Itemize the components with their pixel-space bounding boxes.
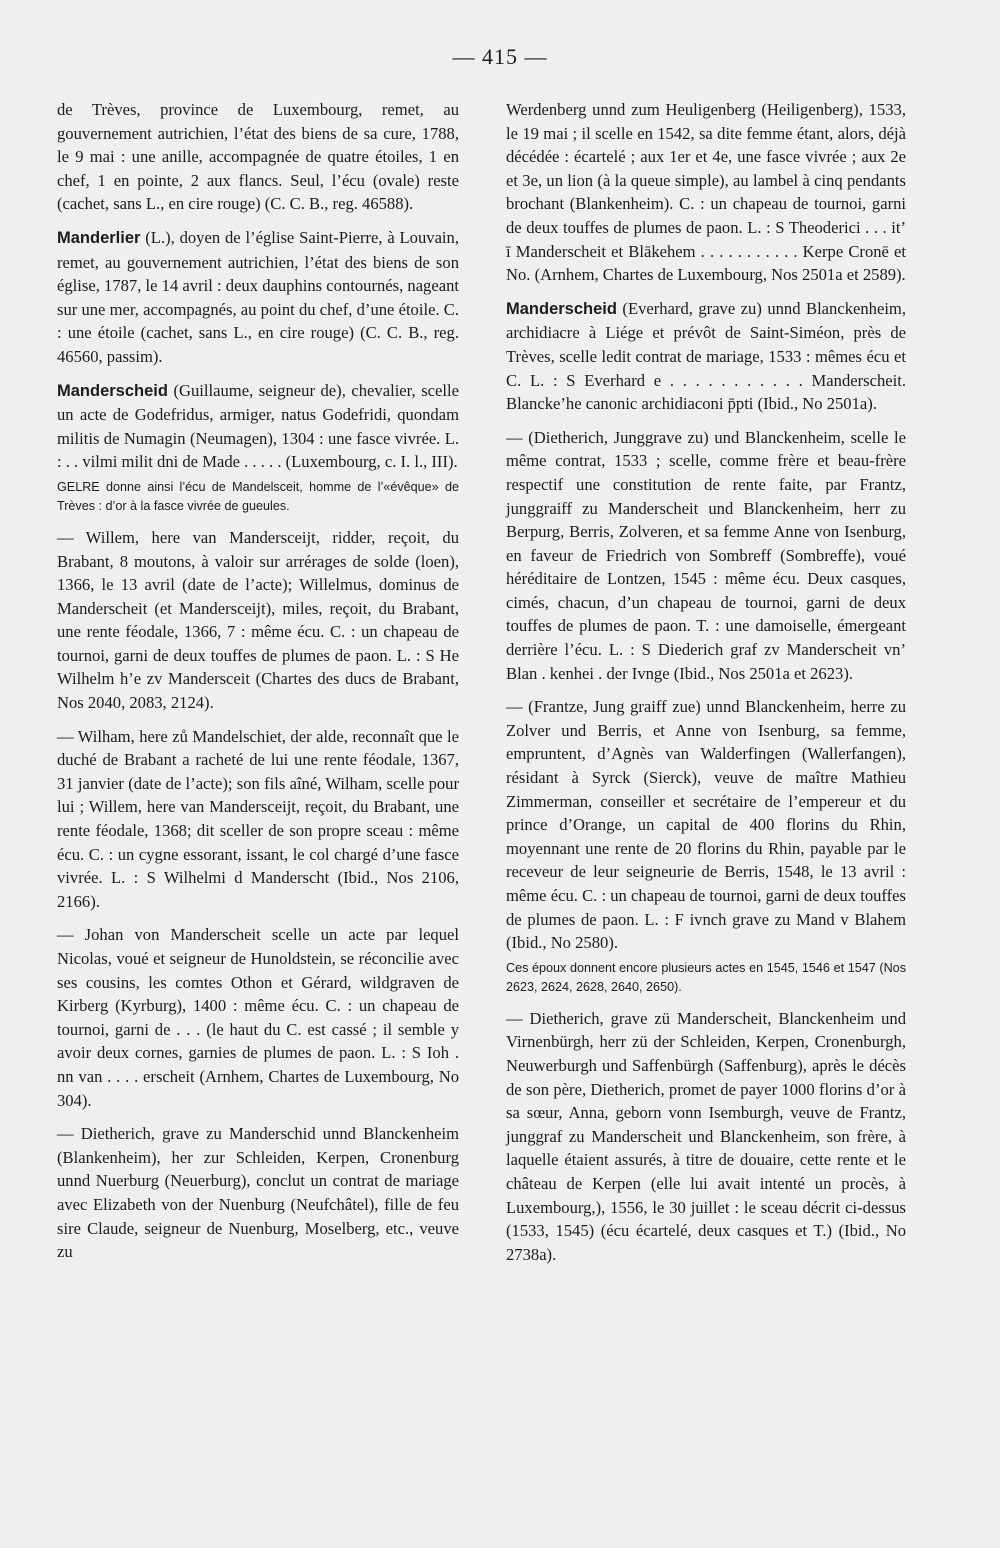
- entry-text: (L.), doyen de l’église Saint-Pierre, à Louvain, remet, au gouvernement autrichien, l’état des biens de son église, 1787, le 14 avril : deux dauphins contournés, nageant sur une mer, accompagnés, au point du chef, d’une étoile. C. : une étoile (cachet, sans L., en cire rouge) (C. C. B., reg. 46560, passim).: [57, 227, 459, 366]
- sub-entry: — Wilham, here zů Mandelschiet, der alde, reconnaît que le duché de Brabant a racheté de lui une rente féodale, 1367, 31 janvier (date de l’acte); son fils aîné, Wilham, scelle pour lui ; Willem, here van Mandersceijt, reçoit, du Brabant, une rente féodale, 1368; dit sceller de son propre sceau : même écu. C. : un cygne essorant, issant, le col chargé d’une fasce vivrée. L. : S Wilhelmi d Manderscht (Ibid., Nos 2106, 2166).: [57, 726, 459, 911]
- entry-headword: Manderlier: [57, 228, 141, 247]
- entry-text: (Everhard, grave zu) unnd Blanckenheim, archidiacre à Liége et prévôt de Saint-Siméon, près de Trèves, scelle ledit contrat de mariage, 1533 : mêmes écu et C. L. : S Everhard e . . . . . . . . . . . Manderscheit. Blancke’he canonic archidiaconi p̄pti (Ibid., No 2501a).: [506, 298, 906, 414]
- entry-paragraph: [57, 226, 459, 369]
- entry-headword: Manderscheid: [506, 299, 617, 318]
- footnote: Ces époux donnent encore plusieurs actes en 1545, 1546 et 1547 (Nos 2623, 2624, 2628, 2640, 2650).: [506, 960, 906, 994]
- paragraph: de Trèves, province de Luxembourg, remet, au gouvernement autrichien, l’état des biens de sa cure, 1788, le 9 mai : une anille, accompagnée de quatre étoiles, 1 en chef, 1 en pointe, 2 aux flancs. Seul, l’écu (ovale) reste (cachet, sans L., en cire rouge) (C. C. B., reg. 46588).: [57, 100, 459, 214]
- sub-entry: — Dietherich, grave zü Manderscheit, Blanckenheim und Virnenbürgh, herr zü der Schleiden, Kerpen, Cronenburgh, Neuwerburgh und Saffenbürgh (Saffenburg), après le décès de son père, Dietherich, promet de payer 1000 florins d’or à sa sœur, Anna, geborn vonn Isemburgh, veuve de Frantz, junggraf zu Manderscheit und Blanckenheim, son frère, à laquelle étaient assurés, à titre de douaire, cette rente et le château de Kerpen (elle lui avait intenté un procès, à Luxembourg,), 1556, le 30 juillet : le sceau décrit ci-dessus (1533, 1545) (écu écartelé, deux casques et T.) (Ibid., No 2738a).: [506, 1008, 906, 1264]
- footnote: GELRE donne ainsi l’écu de Mandelsceit, homme de l’«évêque» de Trèves : d’or à la fasce vivrée de gueules.: [57, 479, 459, 513]
- left-column: [57, 98, 459, 1264]
- entry-text: (Guillaume, seigneur de), chevalier, scelle un acte de Godefridus, armiger, natus Godefridi, quondam militis de Numagin (Neumagen), 1304 : une fasce vivrée. L. : . . vilmi milit dni de Made . . . . . (Luxembourg, c. I. l., III).: [57, 380, 459, 472]
- sub-entry: — (Dietherich, Junggrave zu) und Blanckenheim, scelle le même contrat, 1533 ; scelle, comme frère et beau-frère respectif une constitution de rente faite, par Frantz, junggraiff zu Manderscheit und Blanckenheim, herr zu Berpurg, Berris, Zolveren, et sa femme Anne von Isenburg, en faveur de Friedrich von Sombreff (Sombreffe), voué héréditaire de Lontzen, 1545 : même écu. Deux casques, cimés, chacun, d’un chapeau de tournoi, garni de deux touffes de plumes de paon. T. : une damoiselle, émergeant derrière l’écu. L. : S Diederich graf zv Manderscheit vn’ Blan . kenhei . der Ivnge (Ibid., Nos 2501a et 2623).: [506, 427, 906, 683]
- sub-entry: — Dietherich, grave zu Manderschid unnd Blanckenheim (Blankenheim), her zur Schleiden, Kerpen, Cronenburg unnd Nuerburg (Neuerburg), conclut un contrat de mariage avec Elizabeth von der Nuenburg (Neufchâtel), fille de feu sire Claude, seigneur de Nuenburg, Moselberg, etc., veuve zu: [57, 1124, 459, 1262]
- entry-paragraph: [57, 379, 459, 474]
- right-column: [506, 98, 906, 1266]
- entry-headword: Manderscheid: [57, 381, 168, 400]
- entry-paragraph: [506, 297, 906, 416]
- sub-entry: — Johan von Manderscheit scelle un acte par lequel Nicolas, voué et seigneur de Hunoldstein, se réconcilie avec ses cousins, les comtes Othon et Gérard, wildgraven de Kirberg (Kyrburg), 1400 : même écu. C. : un chapeau de tournoi, garni de . . . (le haut du C. est cassé ; il semble y avoir deux cornes, garnies de plumes de paon. L. : S Ioh . nn van . . . . erscheit (Arnhem, Chartes de Luxembourg, No 304).: [57, 925, 459, 1110]
- sub-entry: — (Frantze, Jung graiff zue) unnd Blanckenheim, herre zu Zolver und Berris, et Anne von Isenburg, sa femme, empruntent, d’Agnès van Walderfingen (Wallerfangen), résidant à Syrck (Sierck), veuve de maître Mathieu Zimmerman, conseiller et secrétaire de l’empereur et du prince d’Orange, un capital de 400 florins du Rhin, moyennant une rente de 20 florins du Rhin, payable par le receveur de leur seigneurie de Berris, 1548, le 13 avril : même écu. C. : un chapeau de tournoi, garni de deux touffes de plumes de paon. L. : F ivnch grave zu Mand v Blahem (Ibid., No 2580).: [506, 697, 906, 953]
- page-number: — 415 —: [452, 44, 548, 69]
- paragraph: Werdenberg unnd zum Heuligenberg (Heiligenberg), 1533, le 19 mai ; il scelle en 1542, sa dite femme étant, alors, déjà décédée : écartelé ; aux 1er et 4e, une fasce vivrée ; aux 2e et 3e, un lion (à la queue simple), au lambel à cinq pendants brochant (Blankenheim). C. : un chapeau de tournoi, garni de deux touffes de plumes de paon. L. : S Theoderici . . . it’ ī Manderscheit et Blākehem . . . . . . . . . . . Kerpe Cronē et No. (Arnhem, Chartes de Luxembourg, Nos 2501a et 2589).: [506, 100, 906, 285]
- sub-entry: — Willem, here van Mandersceijt, ridder, reçoit, du Brabant, 8 moutons, à valoir sur arrérages de solde (loen), 1366, le 13 avril (date de l’acte); Willelmus, dominus de Manderscheit (et Mandersceijt), miles, reçoit, du Brabant, une rente féodale, 1366, 7 : même écu. C. : un chapeau de tournoi, garni de deux touffes de plumes de paon. L. : S He Wilhelm h’e zv Mandersceit (Chartes des ducs de Brabant, Nos 2040, 2083, 2124).: [57, 527, 459, 713]
